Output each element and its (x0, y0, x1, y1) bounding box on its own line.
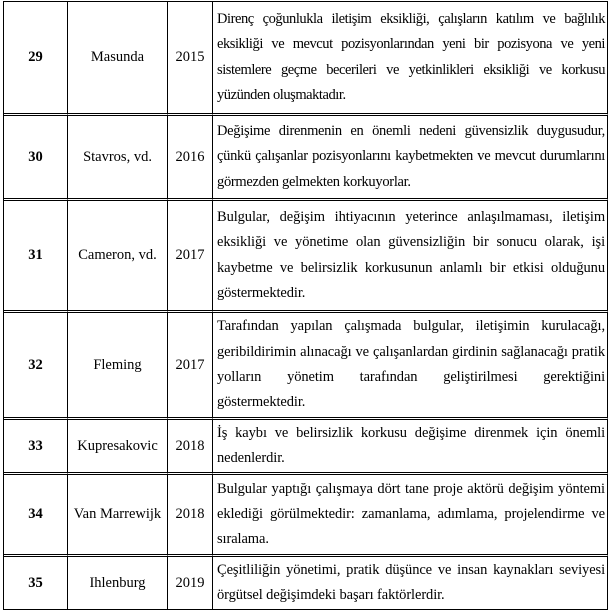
finding-cell: Değişime direnmenin en önemli nedeni güvensizlik duygusudur, çünkü çalışanlar pozisyonlarını kaybetmekten ve mevcut durumlarını görmezden gelmekten korkuyorlar. (213, 116, 608, 201)
table-row (4, 201, 608, 313)
finding-cell: Çeşitliliğin yönetimi, pratik düşünce ve insan kaynakları seviyesi örgütsel değişimdeki başarı faktörlerdir. (213, 557, 608, 610)
author-cell: Kupresakovic (68, 420, 168, 475)
author-cell: Masunda (68, 2, 168, 116)
literature-table (3, 1, 608, 610)
finding-cell: Direnç çoğunlukla iletişim eksikliği, çalışların katılım ve bağlılık eksikliği ve mevcut pozisyonlarından yeni bir pozisyona ve yeni sistemlere geçme becerileri ve yetkinlikleri eksikliği ve korkusu yüzünden oluşmaktadır. (213, 2, 608, 116)
table-row (4, 313, 608, 420)
row-number: 35 (4, 557, 68, 610)
row-number: 33 (4, 420, 68, 475)
year-cell: 2017 (168, 313, 213, 420)
row-number: 30 (4, 116, 68, 201)
finding-cell: Tarafından yapılan çalışmada bulgular, iletişimin kurulacağı, geribildirimin alınacağı ve çalışanlardan girdinin sağlanacağı pratik yolların yönetim tarafından geliştirilmesi gerektiğini göstermektedir. (213, 313, 608, 420)
row-number: 32 (4, 313, 68, 420)
table-row (4, 2, 608, 116)
year-cell: 2016 (168, 116, 213, 201)
row-number: 31 (4, 201, 68, 313)
year-cell: 2017 (168, 201, 213, 313)
table-row (4, 116, 608, 201)
finding-cell: İş kaybı ve belirsizlik korkusu değişime direnmek için önemli nedenlerdir. (213, 420, 608, 475)
author-cell: Ihlenburg (68, 557, 168, 610)
author-cell: Van Marrewijk (68, 475, 168, 557)
author-cell: Stavros, vd. (68, 116, 168, 201)
row-number: 29 (4, 2, 68, 116)
year-cell: 2019 (168, 557, 213, 610)
finding-cell: Bulgular, değişim ihtiyacının yeterince anlaşılmaması, iletişim eksikliği ve yönetime olan güvensizliğin bir sonucu olarak, işi kaybetme ve belirsizlik korkusunun anlamlı bir etkisi olduğunu göstermektedir. (213, 201, 608, 313)
finding-cell: Bulgular yaptığı çalışmaya dört tane proje aktörü değişim yöntemi eklediği görülmektedir: zamanlama, adımlama, projelendirme ve sıralama. (213, 475, 608, 557)
table-row (4, 420, 608, 475)
author-cell: Fleming (68, 313, 168, 420)
table-row (4, 557, 608, 610)
year-cell: 2018 (168, 475, 213, 557)
author-cell: Cameron, vd. (68, 201, 168, 313)
row-number: 34 (4, 475, 68, 557)
table-row (4, 475, 608, 557)
year-cell: 2018 (168, 420, 213, 475)
year-cell: 2015 (168, 2, 213, 116)
